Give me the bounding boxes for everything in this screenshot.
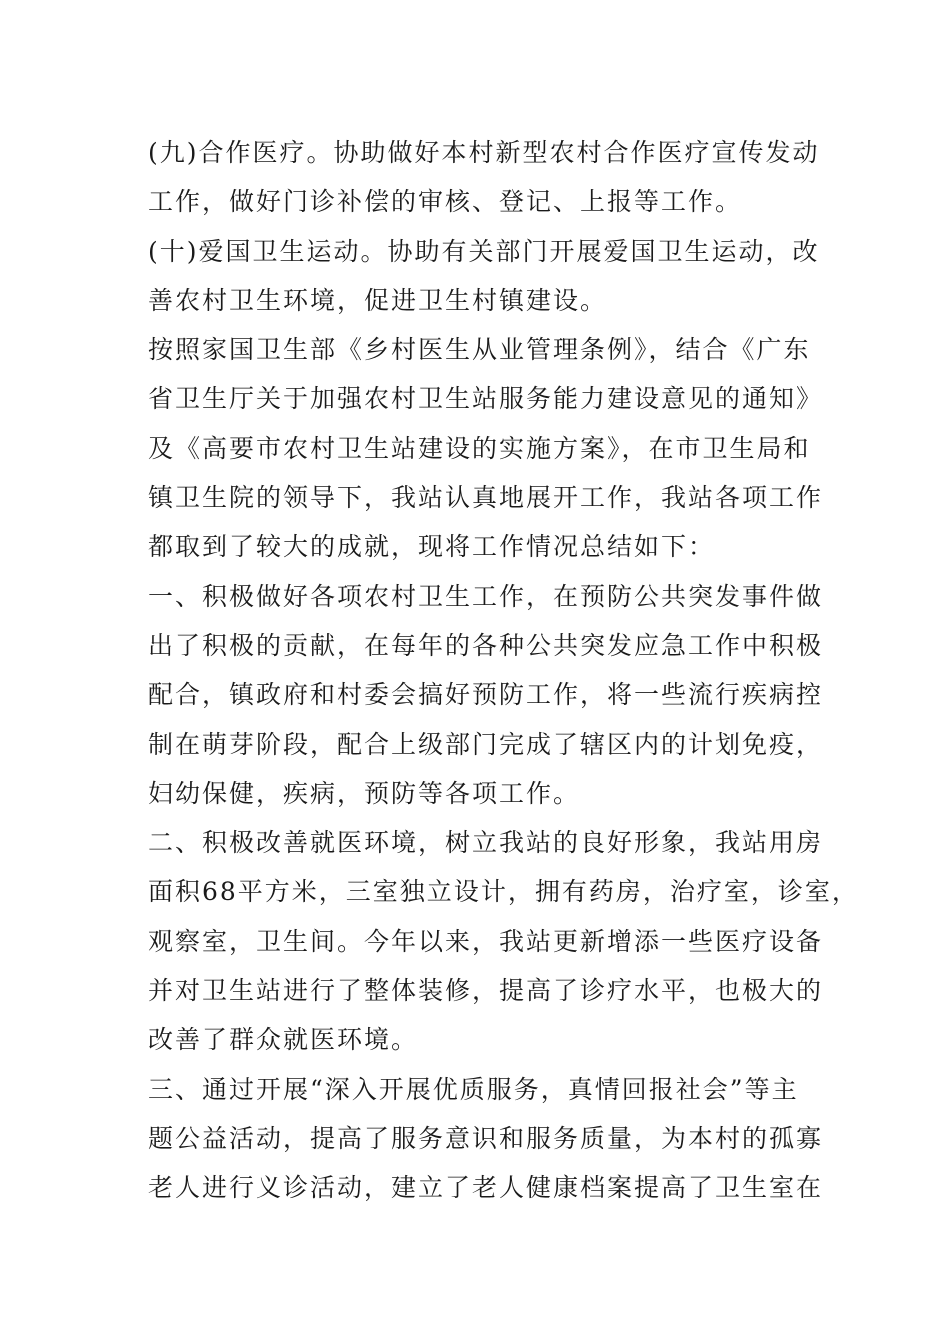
document-body (148, 128, 859, 1213)
text-line: 制在萌芽阶段，配合上级部门完成了辖区内的计划免疫， (148, 729, 824, 759)
text-line: 及《高要市农村卫生站建设的实施方案》，在市卫生局和 (148, 433, 811, 463)
text-line: 二、积极改善就医环境，树立我站的良好形象，我站用房 (148, 828, 824, 858)
text-line: 工作，做好门诊补偿的审核、登记、上报等工作。 (148, 187, 743, 217)
text-line: 观察室，卫生间。今年以来，我站更新增添一些医疗设备 (148, 926, 824, 956)
text-line: 出了积极的贡献，在每年的各种公共突发应急工作中积极 (148, 630, 824, 660)
text-line: 一、积极做好各项农村卫生工作，在预防公共突发事件做 (148, 581, 824, 611)
text-line: (十)爱国卫生运动。协助有关部门开展爱国卫生运动，改 (148, 236, 820, 266)
text-line: 面积68平方米，三室独立设计，拥有药房，治疗室，诊室， (148, 877, 859, 907)
text-line: 老人进行义诊活动，建立了老人健康档案提高了卫生室在 (148, 1173, 824, 1203)
text-line: 三、通过开展“深入开展优质服务，真情回报社会”等主 (148, 1074, 799, 1104)
text-line: 题公益活动，提高了服务意识和服务质量，为本村的孤寡 (148, 1123, 824, 1153)
text-line: 配合，镇政府和村委会搞好预防工作，将一些流行疾病控 (148, 680, 824, 710)
text-line: (九)合作医疗。协助做好本村新型农村合作医疗宣传发动 (148, 138, 820, 167)
text-line: 改善了群众就医环境。 (148, 1025, 419, 1055)
text-line: 善农村卫生环境，促进卫生村镇建设。 (148, 285, 608, 315)
text-line: 都取到了较大的成就，现将工作情况总结如下： (148, 532, 716, 562)
text-line: 妇幼保健，疾病，预防等各项工作。 (148, 778, 581, 808)
text-line: 按照家国卫生部《乡村医生从业管理条例》，结合《广东 (148, 335, 811, 365)
text-line: 镇卫生院的领导下，我站认真地展开工作，我站各项工作 (148, 483, 824, 513)
text-line: 并对卫生站进行了整体装修，提高了诊疗水平，也极大的 (148, 976, 824, 1006)
text-line: 省卫生厅关于加强农村卫生站服务能力建设意见的通知》 (148, 384, 824, 414)
